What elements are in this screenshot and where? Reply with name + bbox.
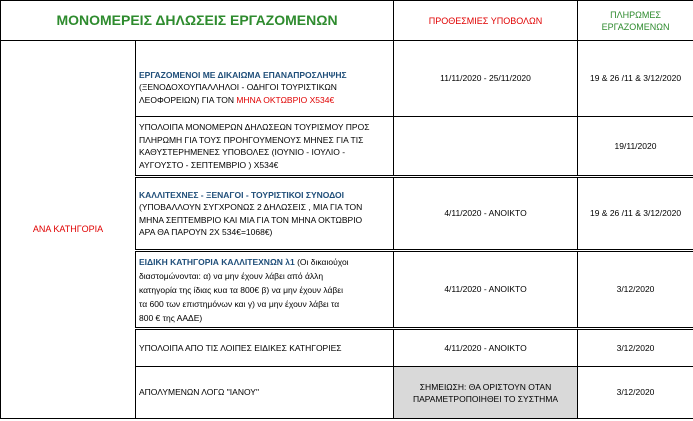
row-payment: 19 & 26 /11 & 3/12/2020 [578, 177, 693, 251]
category-label: ΑΝΑ ΚΑΤΗΓΟΡΙΑ [1, 41, 136, 419]
row-text: ΜΗΝΑ ΣΕΠΤΕΜΒΡΙΟ ΚΑΙ ΜΙΑ ΓΙΑ ΤΟΝ ΜΗΝΑ ΟΚΤΩΒΡΙΟ [139, 214, 363, 225]
row-payment: 3/12/2020 [578, 329, 693, 367]
row-description: ΥΠΟΛΟΙΠΑ ΑΠΟ ΤΙΣ ΛΟΙΠΕΣ ΕΙΔΙΚΕΣ ΚΑΤΗΓΟΡΙΕΣ [136, 329, 394, 367]
note-line: ΠΑΡΑΜΕΤΡΟΠΟΙΗΘΕΙ ΤΟ ΣΥΣΤΗΜΑ [412, 393, 559, 404]
row-title: ΕΡΓΑΖΟΜΕΝΟΙ ΜΕ ΔΙΚΑΙΩΜΑ ΕΠΑΝΑΠΡΟΣΛΗΨΗΣ [139, 69, 347, 80]
row-text-highlight: ΜΗΝΑ ΟΚΤΩΒΡΙΟ Χ534€ [236, 94, 335, 105]
row-title: ΚΑΛΛΙΤΕΧΝΕΣ - ΞΕΝΑΓΟΙ - ΤΟΥΡΙΣΤΙΚΟΙ ΣΥΝΟΔΟΙ [139, 189, 345, 200]
row-description [136, 41, 394, 117]
row-description [136, 117, 394, 177]
row-text: ΥΠΟΛΟΙΠΑ ΜΟΝΟΜΕΡΩΝ ΔΗΛΩΣΕΩΝ ΤΟΥΡΙΣΜΟΥ ΠΡΟΣ [139, 122, 370, 132]
row-payment: 19/11/2020 [578, 117, 693, 177]
payments-header [578, 1, 693, 41]
note-line: ΣΗΜΕΙΩΣΗ: ΘΑ ΟΡΙΣΤΟΥΝ ΟΤΑΝ [419, 381, 552, 392]
payments-header-line2: ΕΡΓΑΖΟΜΕΝΩΝ [601, 21, 670, 32]
row-text: (ΥΠΟΒΑΛΛΟΥΝ ΣΥΓΧΡΟΝΩΣ 2 ΔΗΛΩΣΕΙΣ , ΜΙΑ ΓΙΑ ΤΟΝ [139, 202, 363, 212]
row-text [139, 94, 390, 107]
row-deadline [394, 117, 578, 177]
row-text: τα 600 των επιστημόνων και γ) να μην έχουν λάβει τα [139, 298, 340, 309]
row-description: ΑΠΟΛΥΜΕΝΩΝ ΛΟΓΩ "ΙΑΝΟΥ" [136, 367, 394, 419]
table-title: ΜΟΝΟΜΕΡΕΙΣ ΔΗΛΩΣΕΙΣ ΕΡΓΑΖΟΜΕΝΩΝ [1, 1, 394, 41]
row-title: ΕΙΔΙΚΗ ΚΑΤΗΓΟΡΙΑ ΚΑΛΛΙΤΕΧΝΩΝ λ1 [139, 256, 295, 267]
row-text [139, 255, 390, 269]
table-row [1, 41, 693, 117]
row-text: ΑΡΑ ΘΑ ΠΑΡΟΥΝ 2Χ 534€=1068€) [139, 227, 273, 237]
row-description [136, 251, 394, 329]
row-payment: 3/12/2020 [578, 367, 693, 419]
row-text: ΑΥΓΟΥΣΤΟ - ΣΕΠΤΕΜΒΡΙΟ ) Χ534€ [139, 159, 279, 170]
row-text: 800 € της ΑΑΔΕ) [139, 312, 203, 323]
row-deadline: 4/11/2020 - ΑΝΟΙΚΤΟ [394, 329, 578, 367]
row-deadline: 4/11/2020 - ΑΝΟΙΚΤΟ [394, 251, 578, 329]
row-text-part: (Οι δικαιούχοι [294, 256, 349, 267]
row-text: διαστομώνονται: α) να μην έχουν λάβει από άλλη [139, 270, 324, 281]
row-text: ΠΛΗΡΩΜΗ ΓΙΑ ΤΟΥΣ ΠΡΟΗΓΟΥΜΕΝΟΥΣ ΜΗΝΕΣ ΓΙΑ ΤΙΣ [139, 134, 364, 145]
row-payment: 3/12/2020 [578, 251, 693, 329]
payments-header-line1: ΠΛΗΡΩΜΕΣ [610, 9, 661, 20]
row-text: κατηγορία της ίδιας κυα τα 800€ β) να μην έχουν λάβει [139, 284, 343, 295]
row-description [136, 177, 394, 251]
row-text: (ΞΕΝΟΔΟΧΟΥΠΑΛΛΗΛΟΙ - ΟΔΗΓΟΙ ΤΟΥΡΙΣΤΙΚΩΝ [139, 82, 337, 93]
row-text: ΚΑΘΥΣΤΕΡΗΜΕΝΕΣ ΥΠΟΒΟΛΕΣ (ΙΟΥΝΙΟ - ΙΟΥΛΙΟ - [139, 147, 346, 157]
row-payment: 19 & 26 /11 & 3/12/2020 [578, 41, 693, 117]
row-note [394, 367, 578, 419]
row-deadline: 11/11/2020 - 25/11/2020 [394, 41, 578, 117]
row-text-part: ΛΕΟΦΟΡΕΙΩΝ) ΓΙΑ ΤΟΝ [139, 94, 237, 105]
deadlines-header: ΠΡΟΘΕΣΜΙΕΣ ΥΠΟΒΟΛΩΝ [394, 1, 578, 41]
row-deadline: 4/11/2020 - ΑΝΟΙΚΤΟ [394, 177, 578, 251]
